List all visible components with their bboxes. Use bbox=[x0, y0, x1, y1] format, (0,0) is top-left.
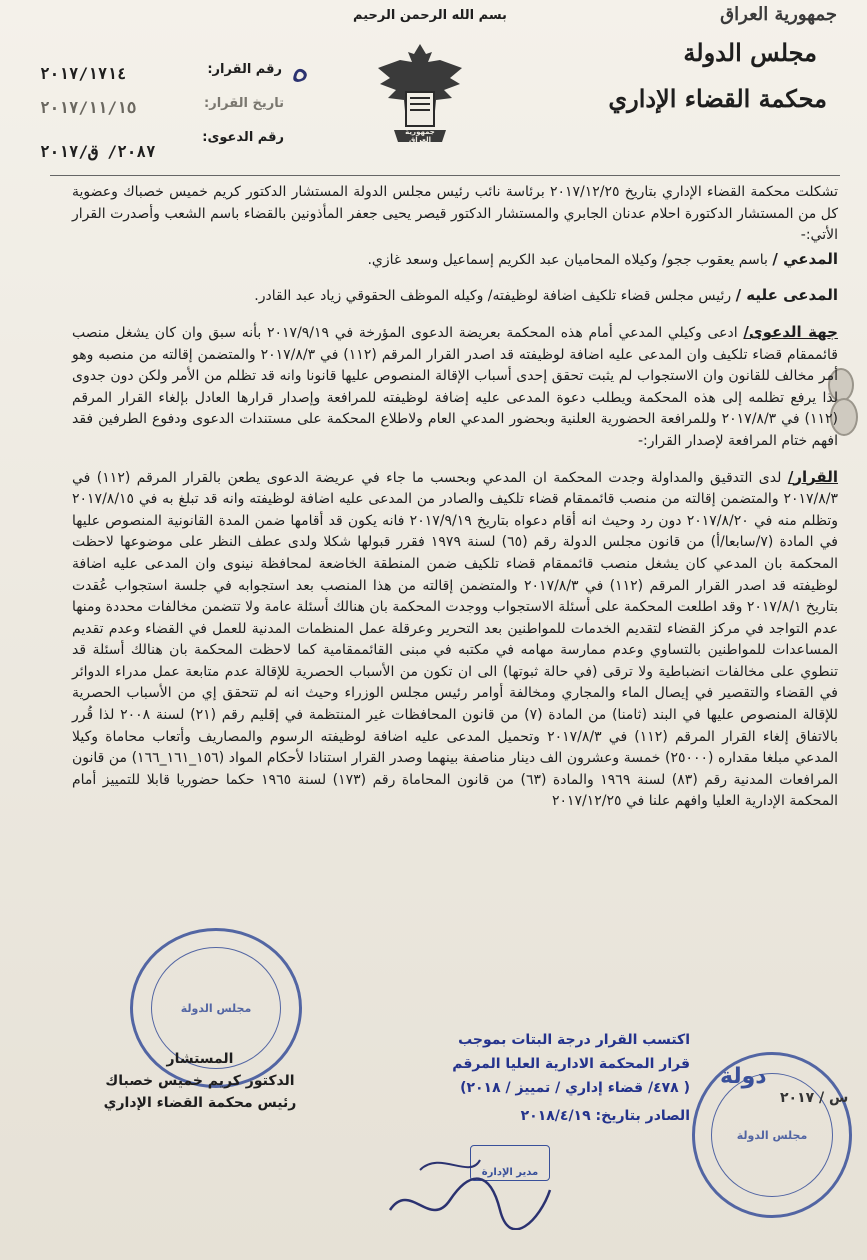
side-reference: س / ٢٠١٧ bbox=[780, 1090, 849, 1106]
court-stamp-right bbox=[692, 1052, 852, 1218]
defendant-paragraph bbox=[72, 285, 838, 308]
state-council-title: مجلس الدولة bbox=[683, 38, 817, 67]
claim-text: ادعى وكيلي المدعي أمام هذه المحكمة بعريضة الدعوى المؤرخة في ٢٠١٧/٩/١٩ بأنه سبق وان كان يشغل منصب قائممقام قضاء تلكيف وان المدعى عليه اضافة لوظيفته قد اصدر القرار المرقم (١١٢) في ٢٠١٧/٨/٣ والمتضمن إقالته من منصبه وهو أمر مخالف للقانون وان الاستجواب لم يثبت تحقق إحدى أسباب الإقالة المنصوص عليها قانونا وانه قد تظلم من الأمر ولكن دون جدوى لذا يرفع تظلمه إلى هذه المحكمة ويطلب دعوة المدعى عليه إضافة لوظيفته للمرافعة وإصدار قرارها العادل بإلغاء القرار المرقم (١١٢) في ٢٠١٧/٨/٣ وللمرافعة الحضورية العلنية وبحضور المدعي العام ولاطلاع المحكمة على مستندات الدعوى ودفوع الطرفين فقد افهم ختام المرافعة لإصدار القرار:- bbox=[72, 324, 838, 449]
annotation-line-4: الصادر بتاريخ: ٢٠١٨/٤/١٩ bbox=[520, 1108, 690, 1124]
republic-of-iraq-title: جمهورية العراق bbox=[720, 4, 837, 25]
decision-body bbox=[72, 182, 838, 813]
handwritten-signature-icon bbox=[380, 1140, 560, 1230]
decision-label: القرار/ bbox=[787, 467, 838, 486]
signature-position: رئيس محكمة القضاء الإداري bbox=[103, 1095, 297, 1111]
decision-text: لدى التدقيق والمداولة وجدت المحكمة ان المدعي وبحسب ما جاء في عريضة الدعوى يطعن بالقرار المرقم (١١٢) في ٢٠١٧/٨/٣ والمتضمن إقالته من منصب قائممقام قضاء تلكيف والصادر من المدعى عليه اضافة لوظيفته وانه قد تبلغ به في ٢٠١٧/٨/١٥ وتظلم منه في ٢٠١٧/٨/٢٠ دون رد وحيث انه أقام دعواه بتاريخ ٢٠١٧/٩/١٩ فانه يكون قد أقامها ضمن المدة القانونية المنصوص عليها في المادة (٧/سابعا/أ) من قانون مجلس الدولة رقم (٦٥) لسنة ١٩٧٩ فقرر قبولها شكلا ولدى عطف النظر على موضوعها لاحظت المحكمة بان المدعي كان يشغل منصب قائممقام قضاء تلكيف ضمن المنطقة الخاضعة لمحافظة نينوى وان المدعى عليه اضافة لوظيفته قد اصدر القرار المرقم (١١٢) في ٢٠١٧/٨/٣ والمتضمن إقالته من هذا المنصب بعد استجوابه في جلسة استجواب عُقدت بتاريخ ٢٠١٧/٨/١ وقد اطلعت المحكمة على أسئلة الاستجواب ووجدت المحكمة بان هنالك أسئلة عامة ولا تتضمن مخالفات محددة ومنها عدم التواجد في مركز القضاء لتقديم الخدمات للمواطنين بعد التحرير وعرقلة عمل المنظمات المدنية للعمل في القضاء وعدم تقديم المساعدات للمواطنين بالتساوي وعدم ممارسة مهامه في مكتبه في مبنى القائممقامية كما لاحظت المحكمة بان هنالك أسئلة قد تنطوي على مخالفات انضباطية ولا ترقى (في حالة ثبوتها) الى ان تكون من الأسباب الحصرية للإقالة عدم متابعة عمل مدراء الدوائر في القضاء والتقصير في إيصال الماء والمجاري ومخالفة أوامر رئيس مجلس الوزراء وحيث انه لم تتحقق إي من الأسباب الحصرية للإقالة المنصوص عليها في البند (ثامنا) من المادة (٧) من قانون المحافظات غير المنتظمة في إقليم رقم (٢١) لسنة ٢٠٠٨ لذا قُرر بالاتفاق إلغاء القرار المرقم (١١٢) في ٢٠١٧/٨/٣ وتحميل المدعى عليه اضافة لوظيفته الرسوم والمصاريف وأتعاب محاماة وكيلا المدعي مبلغا مقداره (٢٥٠٠٠) خمسة وعشرون الف دينار مناصفة بينهما وصدر القرار استنادا لأحكام المواد (١٥٦_١٦١_١٦٦) من قانون المرافعات المدنية رقم (٨٣) لسنة ١٩٦٩ والمادة (٦٣) من قانون المحاماة رقم (١٧٣) لسنة ١٩٦٥ حكما حضوريا قابلا للتمييز أمام المحكمة الإدارية العليا وافهم علنا في ٢٠١٧/١٢/٢٥ bbox=[72, 469, 838, 810]
stamp-right-text: مجلس الدولة bbox=[736, 1128, 808, 1142]
finality-annotation bbox=[430, 1028, 690, 1128]
header-divider bbox=[50, 175, 840, 176]
intro-paragraph: تشكلت محكمة القضاء الإداري بتاريخ ٢٠١٧/١٢/٢٥ برئاسة نائب رئيس مجلس الدولة المستشار الدكتور كريم خميس خصباك وعضوية كل من المستشار الدكتورة احلام عدنان الجابري والمستشار الدكتور قيصر يحيى جعفر المأذونين بالقضاء باسم الشعب وأصدرت القرار الأتي:- bbox=[72, 184, 838, 244]
stamp-left-text: مجلس الدولة bbox=[180, 1001, 252, 1015]
signature-name: الدكتور كريم خميس خصباك bbox=[105, 1073, 295, 1089]
decision-paragraph bbox=[72, 467, 838, 814]
claim-paragraph bbox=[72, 322, 838, 453]
administrative-court-title: محكمة القضاء الإداري bbox=[608, 84, 827, 113]
basmala: بسم الله الرحمن الرحيم bbox=[353, 8, 507, 23]
annotation-line-1: اكتسب القرار درجة البتات بموجب bbox=[458, 1032, 690, 1048]
plaintiff-label: المدعي / bbox=[772, 249, 838, 268]
iraq-eagle-emblem-icon bbox=[370, 38, 470, 156]
annotation-line-3: ( ٤٧٨/ قضاء إداري / تمييز / ٢٠١٨) bbox=[460, 1080, 690, 1096]
signature-block bbox=[80, 1048, 320, 1114]
defendant-label: المدعى عليه / bbox=[735, 286, 838, 305]
emblem-caption: جمهورية العراق bbox=[405, 128, 435, 144]
plaintiff-paragraph bbox=[72, 249, 838, 272]
case-number-value: ٢٠٨٧/ ق/٢٠١٧ bbox=[40, 142, 156, 161]
defendant-text: رئيس مجلس قضاء تلكيف اضافة لوظيفته/ وكيله الموظف الحقوقي زياد عبد القادر. bbox=[254, 288, 732, 305]
decision-number-value: ٢٠١٧/١٧١٤ bbox=[40, 64, 127, 83]
stamp-top-right-text: دولة bbox=[720, 1064, 767, 1089]
case-number-label: رقم الدعوى: bbox=[202, 130, 284, 145]
handwritten-mark: ه bbox=[290, 50, 308, 90]
claim-label: جهة الدعوى/ bbox=[743, 322, 838, 341]
clerk-label: مدير الإدارة bbox=[481, 1167, 539, 1178]
annotation-line-2: قرار المحكمة الادارية العليا المرقم bbox=[452, 1056, 690, 1072]
decision-date-value: ٢٠١٧/١١/١٥ bbox=[40, 98, 137, 117]
decision-number-label: رقم القرار: bbox=[207, 62, 282, 77]
plaintiff-text: باسم يعقوب ججو/ وكيلاه المحاميان عبد الكريم إسماعيل وسعد غازي. bbox=[367, 251, 768, 268]
signature-title: المستشار bbox=[166, 1051, 234, 1067]
decision-date-label: تاريخ القرار: bbox=[204, 96, 284, 111]
